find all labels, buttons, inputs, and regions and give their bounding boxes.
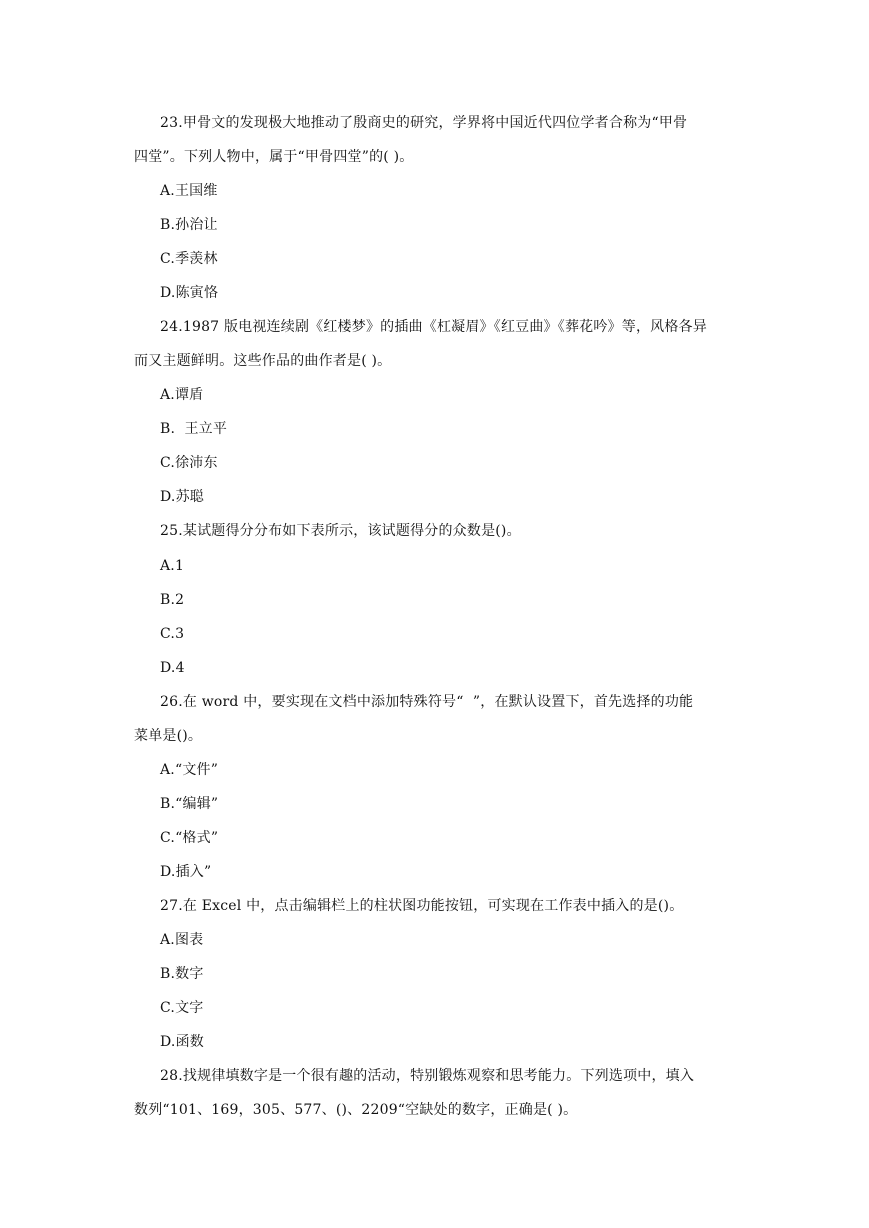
question-28-text-line1: 28.找规律填数字是一个很有趣的活动，特别锻炼观察和思考能力。下列选项中，填入 bbox=[160, 1068, 695, 1084]
question-25-option-a: A.1 bbox=[160, 558, 185, 574]
question-24-text-line1: 24.1987 版电视连续剧《红楼梦》的插曲《杠凝眉》《红豆曲》《葬花吟》等，风格各异 bbox=[160, 319, 707, 335]
question-23-option-d: D.陈寅恪 bbox=[160, 285, 219, 301]
question-26-option-b: B.“编辑” bbox=[160, 796, 219, 812]
question-25-text-line1: 25.某试题得分分布如下表所示，该试题得分的众数是()。 bbox=[160, 523, 521, 539]
question-27-option-b: B.数字 bbox=[160, 966, 204, 982]
question-25-option-b: B.2 bbox=[160, 592, 185, 608]
question-24-text-line2: 而又主题鲜明。这些作品的曲作者是( )。 bbox=[134, 353, 392, 369]
question-23-option-b: B.孙治让 bbox=[160, 217, 218, 233]
question-25-option-c: C.3 bbox=[160, 626, 185, 642]
question-28-text-line2: 数列“101、169，305、577、()、2209“空缺处的数字，正确是( )。 bbox=[134, 1102, 578, 1118]
question-23-option-c: C.季羡林 bbox=[160, 251, 218, 267]
question-26-option-d: D.插入” bbox=[160, 864, 212, 880]
question-23-text-line2: 四堂”。下列人物中，属于“甲骨四堂”的( )。 bbox=[134, 149, 414, 165]
question-24-option-c: C.徐沛东 bbox=[160, 455, 218, 471]
question-23-option-a: A.王国维 bbox=[160, 183, 218, 199]
question-26-option-c: C.“格式” bbox=[160, 830, 219, 846]
question-23-text-line1: 23.甲骨文的发现极大地推动了殷商史的研究，学界将中国近代四位学者合称为“甲骨 bbox=[160, 115, 688, 131]
question-25-option-d: D.4 bbox=[160, 660, 185, 676]
question-24-option-d: D.苏聪 bbox=[160, 489, 204, 505]
question-27-option-d: D.函数 bbox=[160, 1034, 204, 1050]
question-24-option-b: B. 王立平 bbox=[160, 421, 228, 437]
question-27-option-a: A.图表 bbox=[160, 932, 204, 948]
question-26-option-a: A.“文件” bbox=[160, 762, 219, 778]
question-27-option-c: C.文字 bbox=[160, 1000, 204, 1016]
question-26-text-line1: 26.在 word 中，要实现在文档中添加特殊符号“ ”，在默认设置下，首先选择的功能 bbox=[160, 694, 694, 710]
question-24-option-a: A.谭盾 bbox=[160, 387, 204, 403]
question-27-text-line1: 27.在 Excel 中，点击编辑栏上的柱状图功能按钮，可实现在工作表中插入的是()。 bbox=[160, 898, 684, 914]
question-26-text-line2: 菜单是()。 bbox=[134, 728, 203, 744]
